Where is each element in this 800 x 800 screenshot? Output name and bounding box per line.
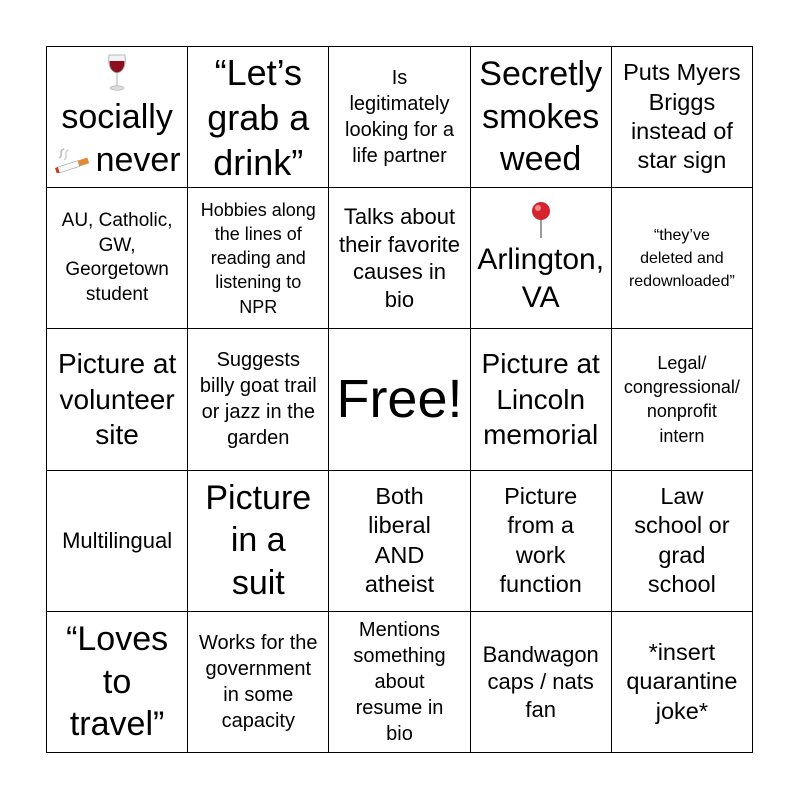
cell-text: Puts Myers Briggs instead of star sign — [623, 59, 741, 174]
cell-text: AU, Catholic, GW, Georgetown student — [61, 209, 173, 305]
bingo-cell-volunteer[interactable] — [47, 329, 188, 470]
bingo-cell-hobbies[interactable] — [188, 188, 329, 329]
bingo-cell-causes[interactable] — [329, 188, 470, 329]
cell-text: Both liberal AND atheist — [364, 482, 435, 598]
cell-text: Talks about their favorite causes in bio — [338, 204, 461, 312]
cell-text: Works for the government in some capacity — [199, 631, 318, 732]
cell-text: Legal/ congressional/ nonprofit intern — [623, 352, 740, 446]
bingo-cell-caps-nats[interactable] — [471, 612, 612, 753]
cell-text: Secretly smokes weed — [479, 55, 603, 179]
bingo-cell-work-function[interactable] — [471, 471, 612, 612]
cell-text: “Loves to travel” — [66, 620, 169, 744]
bingo-cell-myers-briggs[interactable] — [612, 47, 753, 188]
cell-text: Law school or grad school — [634, 482, 730, 598]
cell-text: Picture at Lincoln memorial — [481, 348, 600, 451]
bingo-cell-life-partner[interactable] — [329, 47, 470, 188]
cell-text: *insert quarantine joke* — [626, 638, 738, 724]
bingo-cell-redownloaded[interactable] — [612, 188, 753, 329]
bingo-cell-multilingual[interactable] — [47, 471, 188, 612]
cell-text: Is legitimately looking for a life partner — [345, 67, 454, 168]
cigarette-icon — [54, 147, 96, 173]
bingo-cell-student[interactable] — [47, 188, 188, 329]
cell-text: Picture from a work function — [499, 482, 582, 598]
bingo-cell-billy-goat[interactable] — [188, 329, 329, 470]
bingo-cell-quarantine[interactable] — [612, 612, 753, 753]
cell-text-line1: socially — [61, 98, 173, 137]
round-pushpin-icon — [527, 200, 555, 241]
bingo-cell-government[interactable] — [188, 612, 329, 753]
cell-text: “they’ve deleted and redownloaded” — [628, 226, 735, 290]
bingo-cell-smokes-weed[interactable] — [471, 47, 612, 188]
bingo-cell-free[interactable] — [329, 329, 470, 470]
bingo-board — [46, 46, 753, 753]
bingo-cell-lincoln[interactable] — [471, 329, 612, 470]
bingo-cell-lets-grab-a-drink[interactable] — [188, 47, 329, 188]
bingo-cell-suit[interactable] — [188, 471, 329, 612]
cell-text-line2: never — [95, 140, 181, 179]
bingo-cell-arlington[interactable] — [471, 188, 612, 329]
cell-text: “Let’s grab a drink” — [207, 51, 310, 183]
bingo-cell-socially[interactable] — [47, 47, 188, 188]
cell-text: Mentions something about resume in bio — [353, 618, 446, 745]
bingo-cell-law-school[interactable] — [612, 471, 753, 612]
cell-text: Bandwagon caps / nats fan — [482, 641, 599, 722]
cell-text: Suggests billy goat trail or jazz in the garden — [199, 349, 317, 450]
wine-glass-icon — [106, 53, 128, 96]
bingo-cell-intern[interactable] — [612, 329, 753, 470]
cell-text: Arlington, VA — [477, 242, 605, 314]
cell-text: Hobbies along the lines of reading and listening to NPR — [200, 199, 316, 317]
cell-text: Picture at volunteer site — [57, 348, 177, 451]
cell-text-free: Free! — [336, 368, 463, 429]
cell-text: Picture in a suit — [205, 478, 312, 602]
bingo-cell-travel[interactable] — [47, 612, 188, 753]
bingo-cell-liberal-atheist[interactable] — [329, 471, 470, 612]
bingo-cell-resume[interactable] — [329, 612, 470, 753]
cell-text: Multilingual — [62, 527, 173, 553]
